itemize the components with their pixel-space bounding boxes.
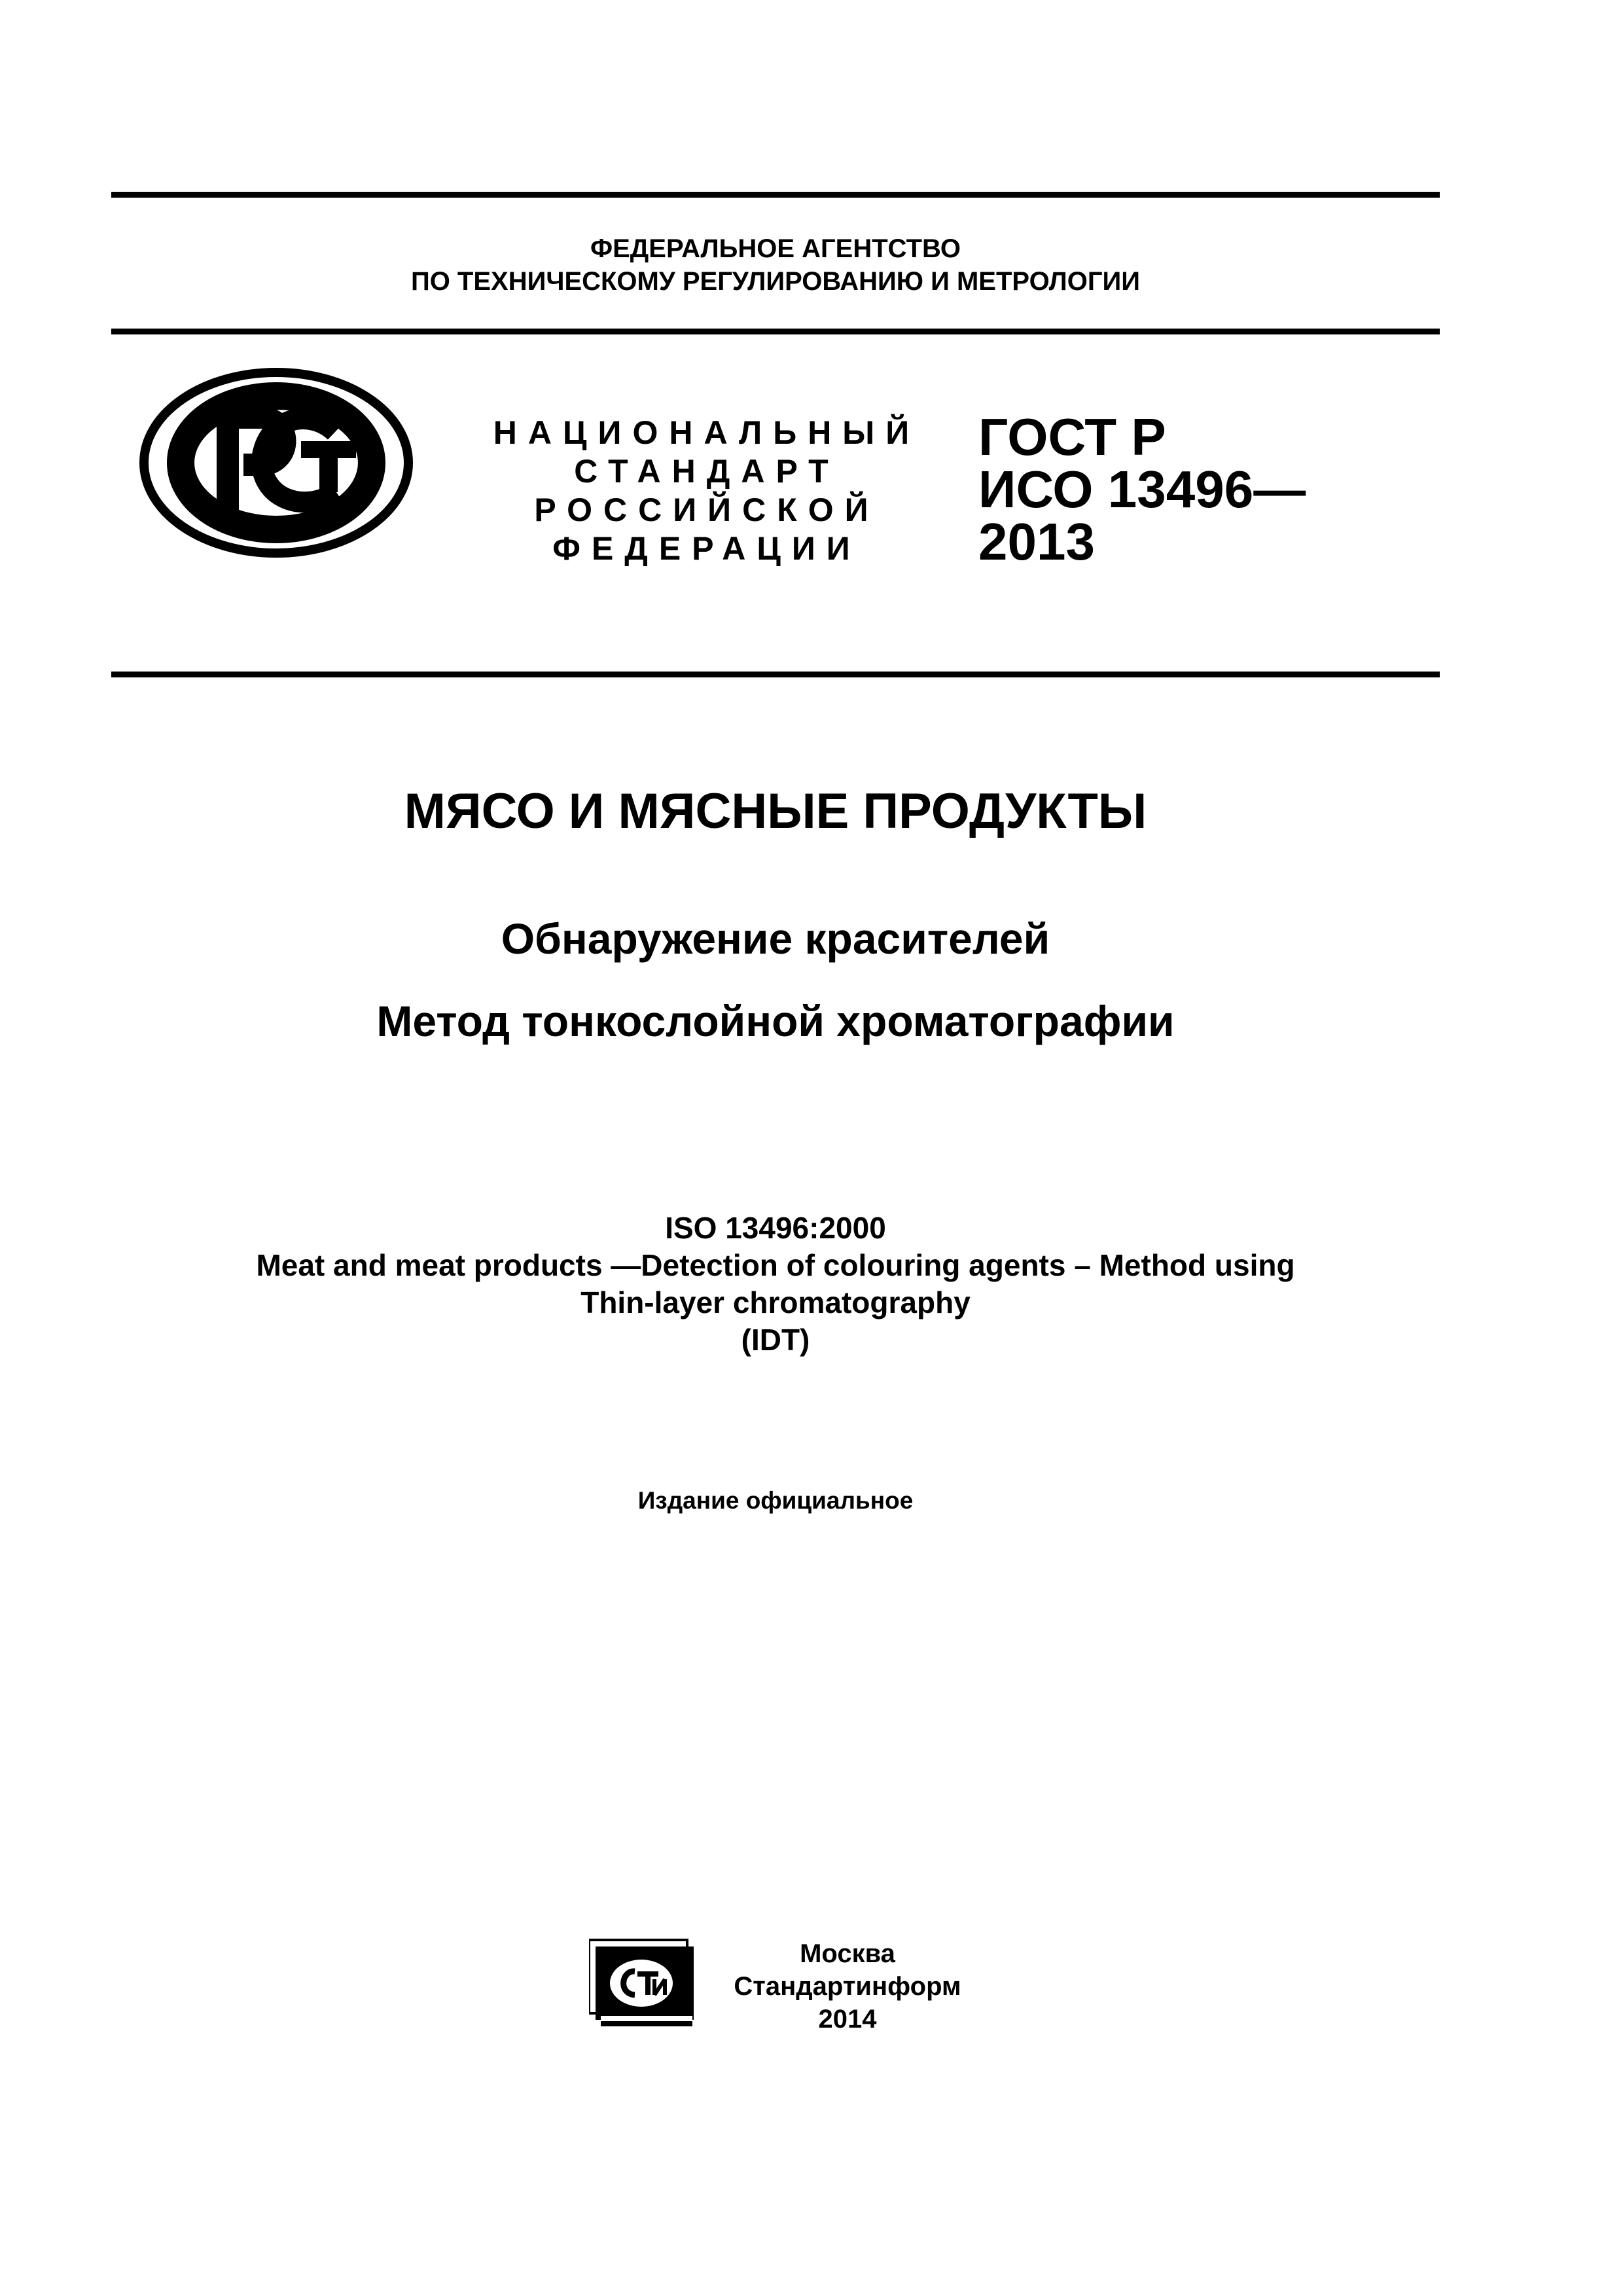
national-line-2: СТАНДАРТ xyxy=(574,453,840,490)
agency-rule xyxy=(111,329,1440,334)
iso-line-4: (IDT) xyxy=(741,1323,810,1357)
standard-number-line-3: 2013 xyxy=(978,512,1095,571)
pst-gost-logo-icon xyxy=(139,367,414,560)
publisher-info xyxy=(723,1937,972,2036)
iso-reference xyxy=(111,1210,1440,1359)
national-line-1: НАЦИОНАЛЬНЫЙ xyxy=(493,414,921,451)
standard-number xyxy=(978,408,1306,571)
national-line-3: РОССИЙСКОЙ xyxy=(534,492,880,528)
national-standard-label xyxy=(478,414,936,568)
standartinform-logo-icon xyxy=(589,1937,697,2029)
document-subtitle-2: Метод тонкослойной хроматографии xyxy=(376,997,1175,1045)
iso-line-3: Thin-layer chromatography xyxy=(580,1285,971,1319)
edition-label: Издание официальное xyxy=(637,1487,914,1514)
iso-line-2: Meat and meat products —Detection of colouring agents – Method using xyxy=(256,1248,1295,1282)
national-line-4: ФЕДЕРАЦИИ xyxy=(552,530,861,567)
publisher-year: 2014 xyxy=(818,2005,877,2034)
publisher-city: Москва xyxy=(800,1939,895,1968)
title-block-rule xyxy=(111,672,1440,677)
standard-number-line-2: ИСО 13496— xyxy=(978,460,1306,518)
document-subtitle-1: Обнаружение красителей xyxy=(501,914,1050,963)
iso-line-1: ISO 13496:2000 xyxy=(665,1211,886,1245)
document-title: МЯСО И МЯСНЫЕ ПРОДУКТЫ xyxy=(404,783,1147,839)
publisher-name: Стандартинформ xyxy=(734,1972,961,2001)
agency-line-2: ПО ТЕХНИЧЕСКОМУ РЕГУЛИРОВАНИЮ И МЕТРОЛОГИИ xyxy=(410,267,1141,296)
agency-line-1: ФЕДЕРАЛЬНОЕ АГЕНТСТВО xyxy=(590,234,961,263)
agency-name xyxy=(111,232,1440,298)
top-rule xyxy=(111,192,1440,198)
standard-number-line-1: ГОСТ Р xyxy=(978,408,1166,466)
